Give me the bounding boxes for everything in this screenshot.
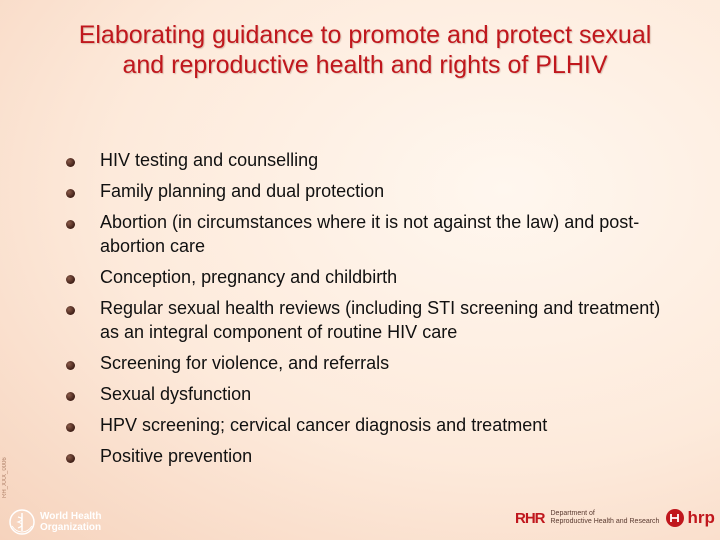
slide-code: RH_XXX_0006 bbox=[2, 457, 8, 498]
bullet-text: Positive prevention bbox=[100, 446, 253, 466]
slide-title: Elaborating guidance to promote and protect sexual and reproductive health and rights of PLHIV bbox=[78, 21, 652, 79]
list-item bbox=[66, 179, 666, 203]
dept-line1: Department of bbox=[550, 510, 595, 517]
bullet-text: Screening for violence, and referrals bbox=[100, 353, 390, 373]
dept-line2: Reproductive Health and Research bbox=[550, 518, 660, 525]
list-item bbox=[66, 351, 666, 375]
who-logo bbox=[8, 508, 101, 536]
hrp-logo-group bbox=[515, 508, 715, 528]
bullet-dot-icon bbox=[66, 158, 75, 167]
list-item bbox=[66, 296, 666, 344]
bullet-text: Family planning and dual protection bbox=[100, 181, 385, 201]
bullet-text: Abortion (in circumstances where it is not against the law) and post-abortion care bbox=[100, 212, 640, 256]
list-item bbox=[66, 413, 666, 437]
bullet-list bbox=[66, 148, 666, 468]
bullet-dot-icon bbox=[66, 275, 75, 284]
who-name-line2: Organization bbox=[40, 522, 102, 533]
bullet-dot-icon bbox=[66, 361, 75, 370]
who-name-line1: World Health bbox=[40, 511, 102, 522]
who-emblem-icon bbox=[8, 508, 36, 536]
bullet-text: Conception, pregnancy and childbirth bbox=[100, 267, 398, 287]
bullet-dot-icon bbox=[66, 392, 75, 401]
list-item bbox=[66, 444, 666, 468]
bullet-dot-icon bbox=[66, 454, 75, 463]
list-item bbox=[66, 210, 666, 258]
list-item bbox=[66, 148, 666, 172]
hrp-text: hrp bbox=[687, 508, 715, 527]
bullet-dot-icon bbox=[66, 423, 75, 432]
bullet-text: Regular sexual health reviews (including STI screening and treatment) as an integral component of routine HIV care bbox=[100, 298, 661, 342]
bullet-dot-icon bbox=[66, 220, 75, 229]
bullet-text: HIV testing and counselling bbox=[100, 150, 319, 170]
list-item bbox=[66, 382, 666, 406]
footer bbox=[0, 500, 720, 540]
hrp-emblem-icon bbox=[665, 508, 685, 528]
rhr-logo: RHR bbox=[515, 509, 545, 527]
list-item bbox=[66, 265, 666, 289]
bullet-dot-icon bbox=[66, 306, 75, 315]
bullet-dot-icon bbox=[66, 189, 75, 198]
bullet-text: Sexual dysfunction bbox=[100, 384, 252, 404]
bullet-text: HPV screening; cervical cancer diagnosis and treatment bbox=[100, 415, 548, 435]
